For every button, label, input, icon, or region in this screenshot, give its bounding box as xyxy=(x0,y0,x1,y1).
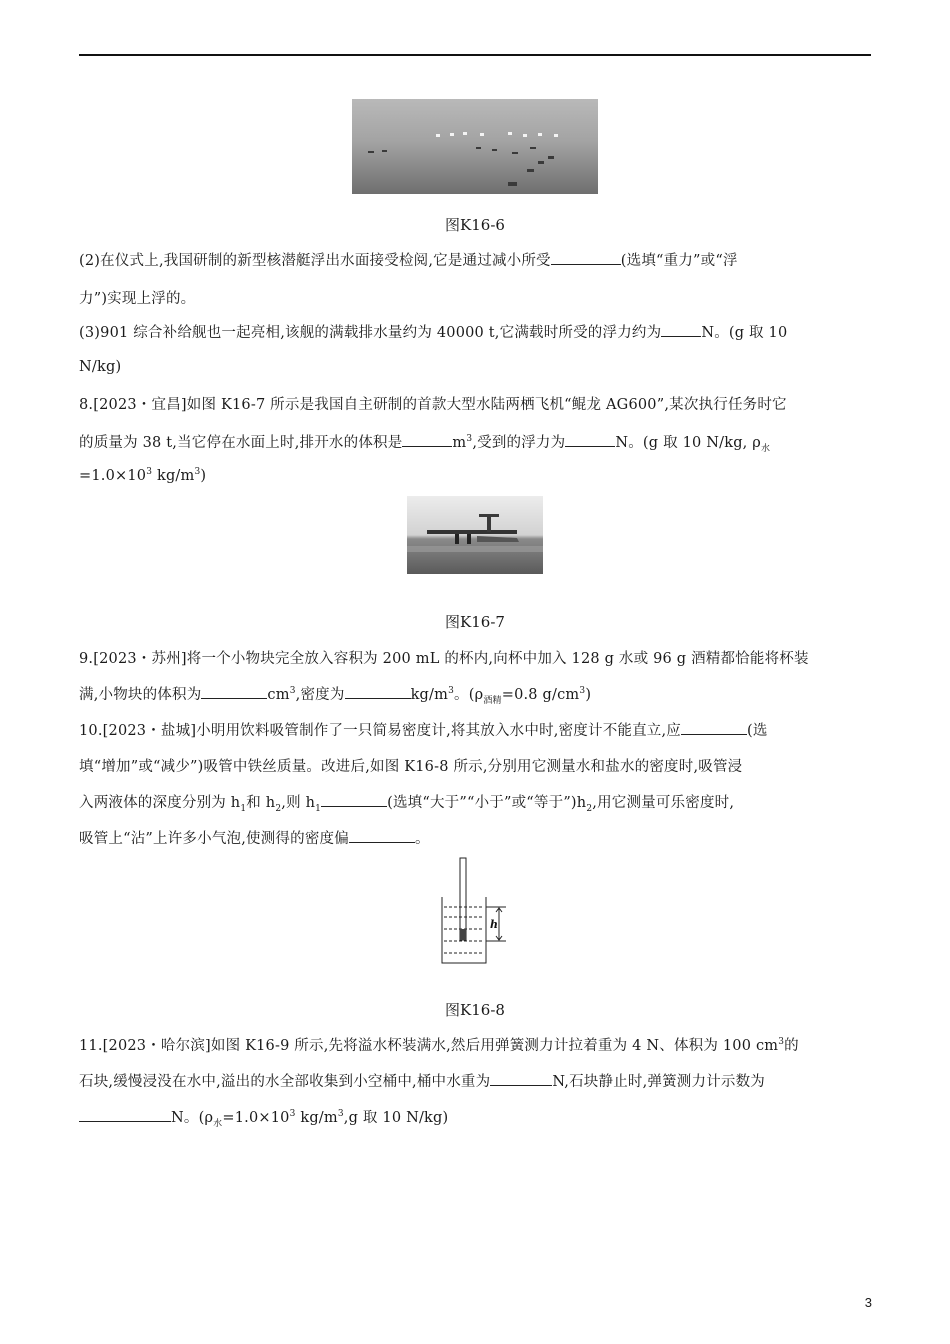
q10-line2: 填“增加”或“减少”)吸管中铁丝质量。改进后,如图 K16-8 所示,分别用它测量水和盐水的密度时,吸管浸 xyxy=(79,759,743,775)
q11-line1: 11.[2023・哈尔滨]如图 K16-9 所示,先将溢水杯装满水,然后用弹簧测力计拉着重为 4 N、体积为 100 $cm^3$的 xyxy=(79,1037,799,1054)
h-label: h xyxy=(490,918,498,931)
q9-line2: 满,小物块的体积为 $cm^3$,密度为 $kg/m^3$。($\rho_{酒精}=0.8$ $g/cm^3$) xyxy=(79,686,592,706)
q7-3-line2: N/kg) xyxy=(79,359,122,375)
q8-line1: 8.[2023・宜昌]如图 K16-7 所示是我国自主研制的首款大型水陆两栖飞机“鲲龙 AG600”,某次执行任务时它 xyxy=(79,397,787,413)
answer-blank[interactable] xyxy=(661,322,701,337)
figure-caption-k16-6: 图K16-6 xyxy=(445,216,505,234)
q8-line3: $=1.0\times 10^3$ $kg/m^3$) xyxy=(79,467,207,484)
figure-caption-k16-7: 图K16-7 xyxy=(445,613,505,631)
answer-blank[interactable] xyxy=(551,250,621,265)
answer-blank[interactable] xyxy=(349,828,415,843)
answer-blank[interactable] xyxy=(321,792,387,807)
answer-blank[interactable] xyxy=(345,684,411,699)
answer-blank[interactable] xyxy=(201,684,267,699)
q10-line4: 吸管上“沾”上许多小气泡,使测得的密度偏 。 xyxy=(79,827,430,848)
answer-blank[interactable] xyxy=(490,1071,552,1086)
answer-blank[interactable] xyxy=(402,432,452,447)
header-rule xyxy=(79,54,871,56)
q7-3-line1: (3)901 综合补给舰也一起亮相,该舰的满载排水量约为 40000 t,它满载时所受的浮力约为 N。(g 取 10 xyxy=(79,321,787,342)
q10-line1: 10.[2023・盐城]小明用饮料吸管制作了一只简易密度计,将其放入水中时,密度计不能直立,应 (选 xyxy=(79,719,768,740)
figure-caption-k16-8: 图K16-8 xyxy=(445,1001,505,1019)
seaplane-photo xyxy=(407,496,543,574)
answer-blank[interactable] xyxy=(565,432,615,447)
page-number: 3 xyxy=(864,1295,872,1310)
q11-line3: N。($\rho_水=1.0\times 10^3$ $kg/m^3,g$ 取 10 N/kg) xyxy=(79,1106,448,1129)
q8-line2: 的质量为 38 t,当它停在水面上时,排开水的体积是 $m^3$,受到的浮力为 N。(g 取 10 N/kg, $\rho_水$ xyxy=(79,434,771,454)
q9-line1: 9.[2023・苏州]将一个小物块完全放入容积为 200 mL 的杯内,向杯中加入 128 g 水或 96 g 酒精都恰能将杯装 xyxy=(79,651,809,667)
fleet-photo xyxy=(352,99,598,194)
q11-line2: 石块,缓慢浸没在水中,溢出的水全部收集到小空桶中,桶中水重为 N,石块静止时,弹簧测力计示数为 xyxy=(79,1070,765,1091)
q7-2-line2: 力”)实现上浮的。 xyxy=(79,291,196,307)
answer-blank[interactable] xyxy=(79,1107,171,1122)
answer-blank[interactable] xyxy=(681,720,747,735)
q7-2-line1: (2)在仪式上,我国研制的新型核潜艇浮出水面接受检阅,它是通过减小所受 (选填“重力”或“浮 xyxy=(79,249,738,270)
q10-line3: 入两液体的深度分别为 $h_1$和 $h_2$,则 $h_1$ (选填“大于”“小于”或“等于$”)h_2$,用它测量可乐密度时, xyxy=(79,791,734,814)
density-meter-diagram xyxy=(440,857,520,965)
